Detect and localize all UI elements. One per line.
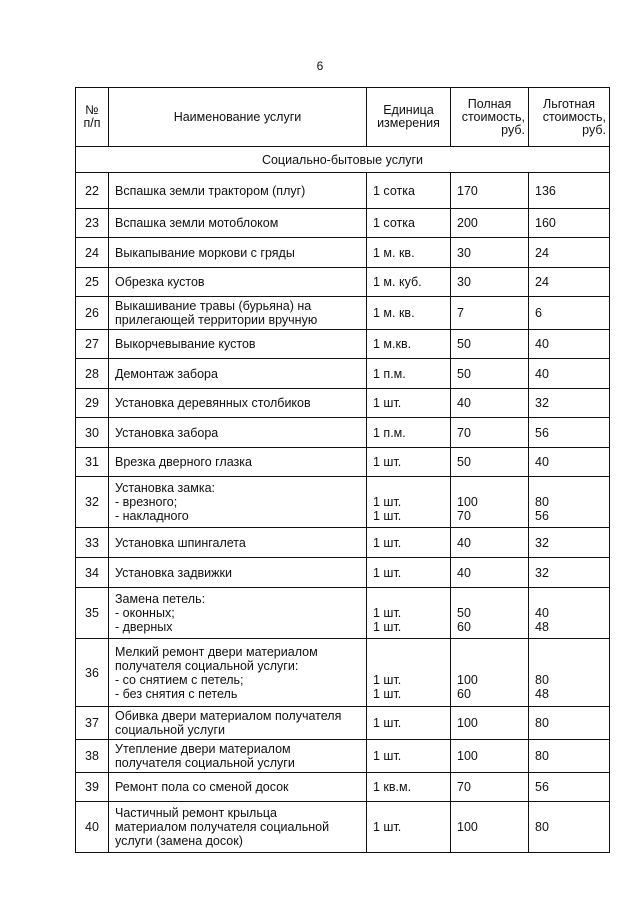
unit-of-measure-line: 1 шт. (373, 749, 402, 763)
page-number: 6 (316, 59, 324, 73)
section-title: Социально-бытовые услуги (76, 147, 610, 173)
service-name (109, 558, 367, 588)
header-full-line: руб. (501, 122, 525, 137)
full-price (451, 528, 529, 558)
preferential-price-line: 160 (535, 216, 556, 230)
preferential-price-line: 80 (535, 672, 549, 687)
service-name-line: материалом получателя социальной (115, 820, 330, 834)
service-name-line: Выкапывание моркови с гряды (115, 245, 295, 260)
unit-of-measure (367, 477, 451, 528)
full-price-line: 50 (457, 337, 471, 351)
unit-of-measure-line: 1 шт. (373, 535, 402, 550)
full-price-line: 100 (457, 820, 478, 834)
service-name-line: Выкашивание травы (бурьяна) на (115, 299, 312, 313)
unit-of-measure-line (373, 659, 444, 673)
service-name (109, 477, 367, 528)
full-price-line: 30 (457, 245, 471, 260)
preferential-price (529, 773, 610, 802)
preferential-price-line: 80 (535, 749, 549, 763)
full-price-line: 100 (457, 749, 478, 763)
table-row (76, 359, 610, 389)
service-name (109, 418, 367, 448)
preferential-price-line: 56 (535, 425, 549, 440)
preferential-price (529, 389, 610, 418)
service-name-line: прилегающей территории вручную (115, 313, 318, 327)
unit-of-measure-line: 1 шт. (373, 396, 402, 410)
table-row (76, 639, 610, 707)
preferential-price-line: 32 (535, 535, 549, 550)
header-unit (367, 88, 451, 147)
full-price (451, 448, 529, 477)
header-name: Наименование услуги (109, 88, 367, 147)
preferential-price-line: 32 (535, 396, 549, 410)
header-num-line: п/п (83, 116, 101, 130)
full-price-line: 170 (457, 183, 478, 198)
service-name-line: Установка забора (115, 425, 219, 440)
service-name (109, 209, 367, 238)
full-price (451, 389, 529, 418)
full-price-line: 70 (457, 425, 471, 440)
full-price-line: 50 (457, 366, 471, 381)
row-number: 37 (76, 707, 109, 740)
full-price-line: 60 (457, 620, 471, 634)
full-price-line: 100 (457, 495, 478, 509)
preferential-price-line: 40 (535, 455, 549, 469)
preferential-price-line: 56 (535, 780, 549, 794)
full-price (451, 418, 529, 448)
service-name-line: Установка шпингалета (115, 535, 246, 550)
header-full-line: стоимость, (461, 109, 525, 124)
service-name (109, 297, 367, 330)
service-name-line: Врезка дверного глазка (115, 455, 252, 469)
service-name (109, 173, 367, 209)
preferential-price (529, 297, 610, 330)
preferential-price-line: 48 (535, 686, 549, 701)
header-unit-line: Единица (383, 103, 434, 117)
preferential-price (529, 588, 610, 639)
row-number: 36 (76, 639, 109, 707)
table-row (76, 330, 610, 359)
unit-of-measure-line: 1 шт. (373, 686, 402, 701)
service-name-line: получателя социальной услуги (115, 756, 295, 770)
preferential-price-line: 40 (535, 606, 549, 620)
unit-of-measure-line: 1 сотка (373, 216, 415, 230)
service-name-line: Установка деревянных столбиков (115, 396, 311, 410)
preferential-price (529, 448, 610, 477)
preferential-price-line (535, 481, 603, 495)
preferential-price-line: 32 (535, 565, 549, 580)
service-name (109, 268, 367, 297)
service-name-line: Утепление двери материалом (115, 742, 291, 756)
service-name-line: Частичный ремонт крыльца (115, 806, 277, 820)
unit-of-measure-line: 1 п.м. (373, 366, 406, 381)
service-name-line: Выкорчевывание кустов (115, 337, 256, 351)
service-name-line: - без снятия с петель (115, 686, 238, 701)
full-price (451, 740, 529, 773)
table-row (76, 528, 610, 558)
preferential-price (529, 558, 610, 588)
full-price-line: 100 (457, 716, 478, 730)
table-row (76, 802, 610, 853)
row-number: 38 (76, 740, 109, 773)
unit-of-measure-line: 1 шт. (373, 455, 402, 469)
full-price (451, 359, 529, 389)
table-row (76, 297, 610, 330)
full-price-line: 40 (457, 396, 471, 410)
table-row (76, 418, 610, 448)
preferential-price-line: 80 (535, 820, 549, 834)
unit-of-measure (367, 740, 451, 773)
preferential-price (529, 238, 610, 268)
unit-of-measure (367, 528, 451, 558)
row-number: 31 (76, 448, 109, 477)
preferential-price (529, 707, 610, 740)
header-num (76, 88, 109, 147)
unit-of-measure-line: 1 м. кв. (373, 245, 415, 260)
service-name (109, 238, 367, 268)
full-price (451, 238, 529, 268)
service-name-line: Установка замка: (115, 481, 215, 495)
row-number: 26 (76, 297, 109, 330)
header-full-price (451, 88, 529, 147)
header-full-line: Полная (467, 96, 512, 111)
preferential-price (529, 268, 610, 297)
row-number: 22 (76, 173, 109, 209)
row-number: 40 (76, 802, 109, 853)
row-number: 35 (76, 588, 109, 639)
unit-of-measure (367, 389, 451, 418)
preferential-price-line: 80 (535, 716, 549, 730)
preferential-price (529, 528, 610, 558)
full-price-line (457, 481, 522, 495)
unit-of-measure-line: 1 п.м. (373, 425, 406, 440)
table-row (76, 238, 610, 268)
unit-of-measure-line: 1 шт. (373, 509, 402, 523)
preferential-price-line: 48 (535, 620, 549, 634)
header-preferential-price (529, 88, 610, 147)
row-number: 39 (76, 773, 109, 802)
table-row (76, 268, 610, 297)
unit-of-measure-line (373, 645, 444, 659)
unit-of-measure (367, 330, 451, 359)
unit-of-measure-line: 1 м. кв. (373, 306, 415, 320)
header-num-line: № (85, 103, 99, 117)
service-name (109, 359, 367, 389)
service-name (109, 773, 367, 802)
unit-of-measure (367, 297, 451, 330)
full-price-line: 30 (457, 275, 471, 289)
unit-of-measure (367, 448, 451, 477)
preferential-price (529, 639, 610, 707)
preferential-price-line: 24 (535, 275, 549, 289)
full-price (451, 477, 529, 528)
services-price-table (75, 87, 610, 853)
header-pref-line: стоимость, (542, 109, 606, 124)
unit-of-measure-line (373, 481, 444, 495)
service-name-line: Замена петель: (115, 592, 206, 606)
preferential-price (529, 802, 610, 853)
table-row (76, 209, 610, 238)
full-price-line: 40 (457, 535, 471, 550)
full-price-line: 40 (457, 565, 471, 580)
service-name (109, 448, 367, 477)
unit-of-measure (367, 359, 451, 389)
full-price-line: 60 (457, 686, 471, 701)
row-number: 24 (76, 238, 109, 268)
service-name-line: Демонтаж забора (115, 366, 218, 381)
header-unit-line: измерения (377, 116, 440, 130)
full-price-line: 70 (457, 509, 471, 523)
full-price-line: 70 (457, 780, 471, 794)
preferential-price-line: 40 (535, 366, 549, 381)
service-name (109, 588, 367, 639)
full-price-line (457, 592, 522, 606)
service-name-line: - дверных (115, 620, 173, 634)
service-name-line: Вспашка земли мотоблоком (115, 216, 279, 230)
service-name-line: - со снятием с петель; (115, 672, 244, 687)
table-row (76, 773, 610, 802)
unit-of-measure (367, 558, 451, 588)
service-name (109, 528, 367, 558)
service-name (109, 389, 367, 418)
table-row (76, 173, 610, 209)
preferential-price-line (535, 645, 603, 659)
preferential-price (529, 359, 610, 389)
table-row (76, 588, 610, 639)
unit-of-measure (367, 418, 451, 448)
service-name (109, 330, 367, 359)
unit-of-measure (367, 639, 451, 707)
section-row (76, 147, 610, 173)
service-name (109, 740, 367, 773)
preferential-price-line (535, 659, 603, 673)
full-price-line: 50 (457, 455, 471, 469)
full-price (451, 173, 529, 209)
preferential-price (529, 477, 610, 528)
preferential-price-line: 136 (535, 183, 556, 198)
row-number: 25 (76, 268, 109, 297)
full-price (451, 802, 529, 853)
service-name (109, 707, 367, 740)
full-price-line (457, 645, 522, 659)
preferential-price (529, 209, 610, 238)
preferential-price-line: 80 (535, 495, 549, 509)
row-number: 30 (76, 418, 109, 448)
service-name-line: получателя социальной услуги: (115, 658, 299, 673)
preferential-price (529, 418, 610, 448)
unit-of-measure-line: 1 шт. (373, 606, 402, 620)
unit-of-measure (367, 209, 451, 238)
unit-of-measure (367, 773, 451, 802)
unit-of-measure-line: 1 м.кв. (373, 337, 412, 351)
service-name-line: - оконных; (115, 606, 175, 620)
preferential-price-line: 24 (535, 245, 549, 260)
unit-of-measure (367, 238, 451, 268)
preferential-price (529, 330, 610, 359)
preferential-price-line (535, 592, 603, 606)
table-row (76, 477, 610, 528)
service-name-line: услуги (замена досок) (115, 834, 243, 848)
table-row (76, 558, 610, 588)
row-number: 23 (76, 209, 109, 238)
full-price (451, 588, 529, 639)
unit-of-measure-line: 1 шт. (373, 716, 402, 730)
row-number: 34 (76, 558, 109, 588)
service-name-line: социальной услуги (115, 723, 225, 737)
service-name-line: Обрезка кустов (115, 275, 205, 289)
unit-of-measure (367, 268, 451, 297)
unit-of-measure-line: 1 шт. (373, 565, 402, 580)
unit-of-measure-line: 1 шт. (373, 820, 402, 834)
unit-of-measure-line: 1 шт. (373, 672, 402, 687)
header-pref-line: Льготная (542, 96, 596, 111)
preferential-price-line: 6 (535, 306, 542, 320)
service-name-line: Обивка двери материалом получателя (115, 709, 342, 723)
full-price-line: 100 (457, 672, 478, 687)
service-name-line: - накладного (115, 509, 189, 523)
unit-of-measure-line: 1 м. куб. (373, 275, 422, 289)
full-price-line: 50 (457, 606, 471, 620)
unit-of-measure-line: 1 кв.м. (373, 780, 412, 794)
service-name (109, 802, 367, 853)
full-price (451, 209, 529, 238)
full-price-line: 200 (457, 216, 478, 230)
unit-of-measure (367, 802, 451, 853)
full-price (451, 707, 529, 740)
preferential-price (529, 173, 610, 209)
row-number: 28 (76, 359, 109, 389)
unit-of-measure (367, 588, 451, 639)
full-price (451, 268, 529, 297)
service-name-line: Ремонт пола со сменой досок (115, 780, 289, 794)
service-name (109, 639, 367, 707)
table-row (76, 389, 610, 418)
preferential-price-line: 56 (535, 509, 549, 523)
row-number: 33 (76, 528, 109, 558)
table-row (76, 707, 610, 740)
table-row (76, 448, 610, 477)
row-number: 27 (76, 330, 109, 359)
full-price-line (457, 659, 522, 673)
preferential-price-line: 40 (535, 337, 549, 351)
unit-of-measure (367, 707, 451, 740)
service-name-line: Вспашка земли трактором (плуг) (115, 183, 306, 198)
service-name-line: Установка задвижки (115, 565, 232, 580)
table-header-row (76, 88, 610, 147)
full-price (451, 297, 529, 330)
full-price (451, 639, 529, 707)
unit-of-measure-line: 1 сотка (373, 183, 415, 198)
unit-of-measure-line: 1 шт. (373, 495, 402, 509)
full-price-line: 7 (457, 306, 464, 320)
unit-of-measure (367, 173, 451, 209)
full-price (451, 773, 529, 802)
table-row (76, 740, 610, 773)
service-name-line: Мелкий ремонт двери материалом (115, 644, 318, 659)
service-name-line: - врезного; (115, 495, 178, 509)
unit-of-measure-line: 1 шт. (373, 620, 402, 634)
row-number: 29 (76, 389, 109, 418)
unit-of-measure-line (373, 592, 444, 606)
row-number: 32 (76, 477, 109, 528)
full-price (451, 558, 529, 588)
preferential-price (529, 740, 610, 773)
header-pref-line: руб. (582, 122, 606, 137)
full-price (451, 330, 529, 359)
